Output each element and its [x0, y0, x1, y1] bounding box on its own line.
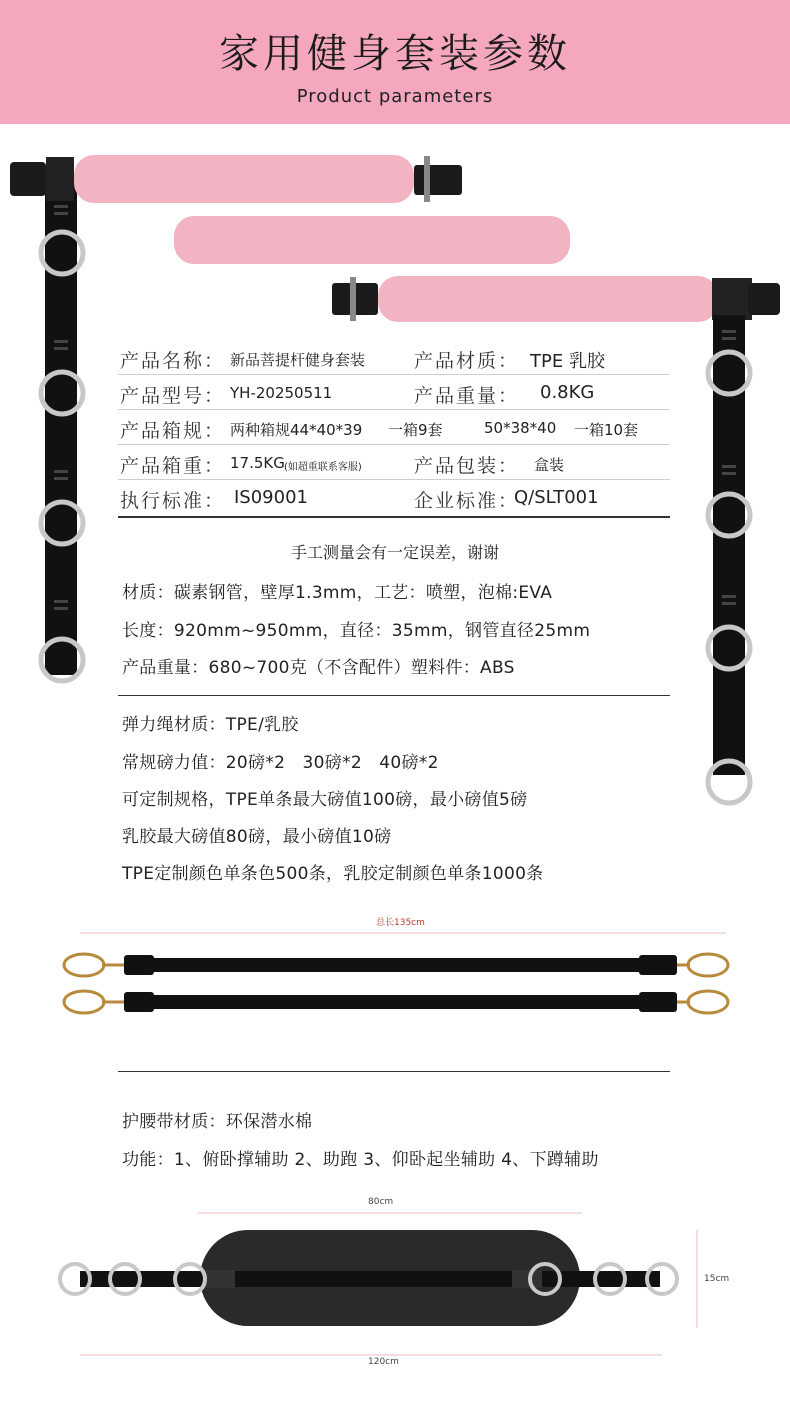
spec-value: 17.5KG: [230, 454, 285, 472]
band-material-line: 弹力绳材质：TPE/乳胶: [122, 715, 299, 735]
length-line: 长度：920mm~950mm，直径：35mm，钢管直径25mm: [122, 621, 591, 641]
spec-value: 0.8KG: [540, 382, 595, 403]
band-custom-line: 可定制规格，TPE单条最大磅值100磅，最小磅值5磅: [122, 790, 528, 810]
spec-label: 产品型号：: [120, 385, 226, 407]
spec-label: 产品名称：: [120, 350, 226, 372]
spec-value: 盒装: [534, 456, 565, 474]
spec-row-model: [118, 375, 670, 410]
measure-note: 手工测量会有一定误差，谢谢: [290, 543, 499, 562]
foam-tube: [174, 216, 570, 264]
spec-note: (如超重联系客服): [284, 462, 362, 473]
left-strap: [41, 175, 83, 681]
belt-material-line: 护腰带材质：环保潜水棉: [122, 1112, 313, 1132]
resistance-band-2: [64, 991, 728, 1013]
bar-right: [332, 276, 780, 322]
belt-function-line: 功能：1、俯卧撑辅助 2、助跑 3、仰卧起坐辅助 4、下蹲辅助: [122, 1150, 599, 1170]
belt-height-label: 15cm: [704, 1274, 730, 1284]
band-latex-line: 乳胶最大磅值80磅，最小磅值10磅: [122, 827, 392, 847]
spec-row-name: [118, 340, 670, 375]
spec-label: 执行标准：: [120, 490, 226, 512]
belt-pad-width-label: 80cm: [368, 1197, 394, 1207]
spec-value: 50*38*40: [484, 419, 557, 437]
bar-left: [10, 155, 462, 203]
resistance-band-1: [64, 954, 728, 976]
spec-value: 一箱10套: [574, 421, 639, 439]
belt-total-width-label: 120cm: [368, 1357, 399, 1367]
spec-label: 产品箱规：: [120, 420, 226, 442]
page-subtitle: Product parameters: [296, 86, 494, 107]
spec-value: 两种箱规44*40*39: [230, 421, 363, 439]
spec-value: Q/SLT001: [514, 487, 599, 508]
spec-value: 新品菩提杆健身套装: [230, 351, 366, 369]
spec-value: 一箱9套: [388, 421, 443, 439]
spec-row-standard: [118, 480, 670, 518]
divider: [118, 695, 670, 696]
waist-belt: [60, 1230, 677, 1326]
band-colors-line: TPE定制颜色单条色500条，乳胶定制颜色单条1000条: [122, 864, 544, 884]
page-title: 家用健身套装参数: [219, 31, 571, 77]
material-line: 材质：碳素钢管，壁厚1.3mm，工艺：喷塑，泡棉:EVA: [122, 583, 553, 603]
spec-label: 产品箱重：: [120, 455, 226, 477]
spec-label: 产品包装：: [414, 455, 520, 477]
spec-value: TPE 乳胶: [530, 351, 605, 372]
spec-table: [118, 340, 670, 518]
spec-row-box-weight: [118, 445, 670, 480]
band-total-length-label: 总长135cm: [376, 918, 425, 928]
spec-row-box: [118, 410, 670, 445]
spec-label: 产品材质：: [414, 350, 520, 372]
band-pounds-line: 常规磅力值：20磅*2 30磅*2 40磅*2: [122, 753, 439, 773]
divider: [118, 1071, 670, 1072]
spec-label: 企业标准：: [414, 490, 520, 512]
spec-value: YH-20250511: [230, 384, 333, 402]
weight-line: 产品重量：680~700克（不含配件）塑料件：ABS: [122, 658, 515, 678]
spec-value: IS09001: [234, 487, 308, 508]
spec-label: 产品重量：: [414, 385, 520, 407]
